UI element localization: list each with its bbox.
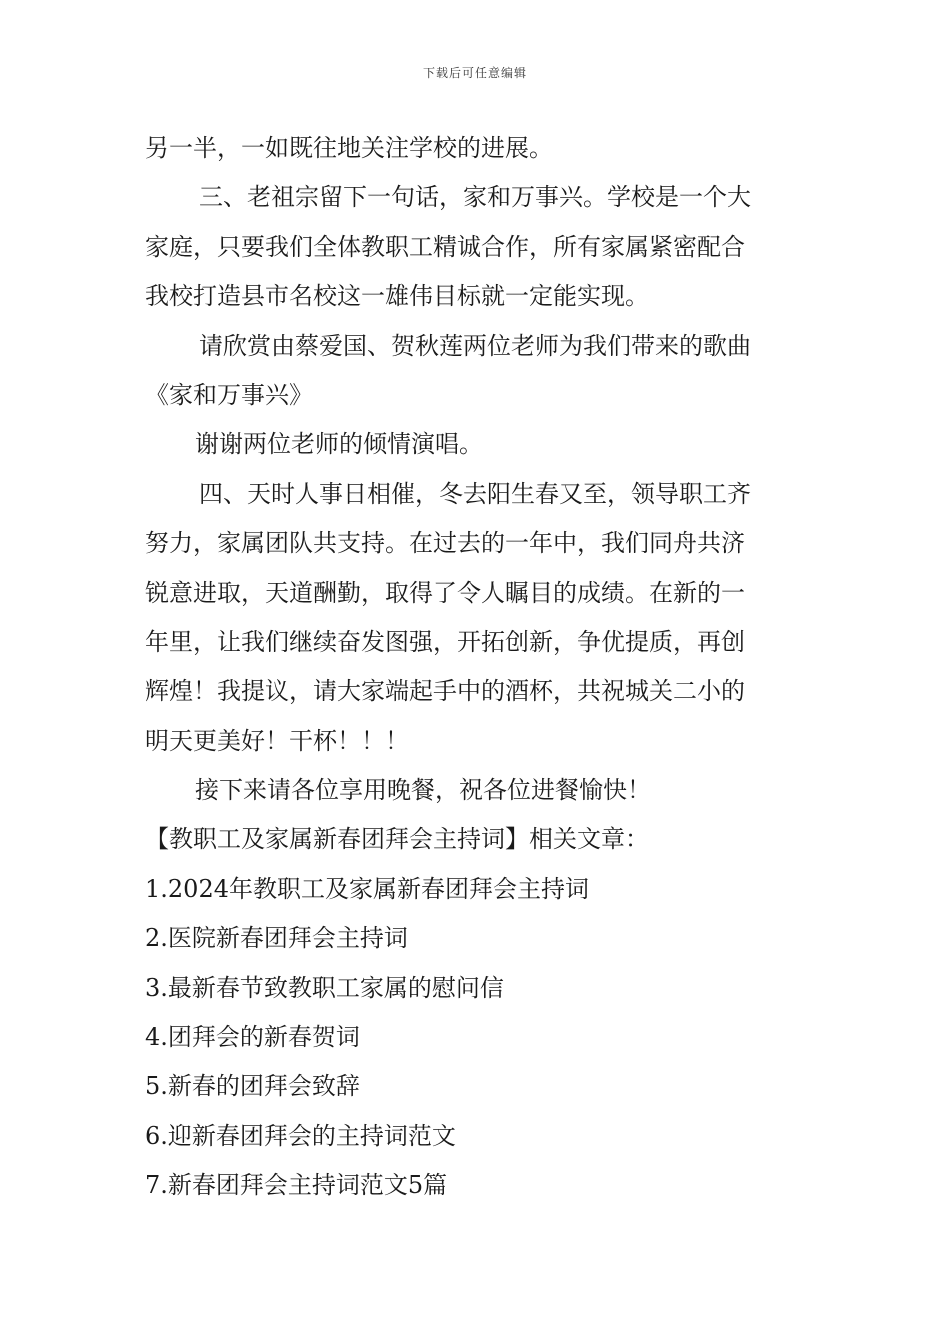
body-line: 接下来请各位享用晚餐，祝各位进餐愉快！ <box>195 776 651 805</box>
body-line: 锐意进取，天道酬勤，取得了令人瞩目的成绩。在新的一 <box>145 578 745 607</box>
page-header-note: 下载后可任意编辑 <box>422 66 527 80</box>
related-link[interactable]: 4.团拜会的新春贺词 <box>145 1023 360 1052</box>
body-line: 我校打造县市名校这一雄伟目标就一定能实现。 <box>145 282 649 311</box>
body-line: 家庭，只要我们全体教职工精诚合作，所有家属紧密配合 <box>145 232 745 261</box>
related-link[interactable]: 6.迎新春团拜会的主持词范文 <box>145 1121 456 1150</box>
body-line: 三、老祖宗留下一句话，家和万事兴。学校是一个大 <box>199 183 751 212</box>
related-link[interactable]: 5.新春的团拜会致辞 <box>145 1072 360 1101</box>
related-link[interactable]: 2.医院新春团拜会主持词 <box>145 924 408 953</box>
related-link[interactable]: 1.2024年教职工及家属新春团拜会主持词 <box>145 874 589 903</box>
body-line: 请欣赏由蔡爱国、贺秋莲两位老师为我们带来的歌曲 <box>199 331 751 360</box>
body-line: 明天更美好！干杯！！！ <box>145 726 409 755</box>
related-heading: 【教职工及家属新春团拜会主持词】相关文章： <box>145 825 649 854</box>
body-line: 谢谢两位老师的倾情演唱。 <box>195 430 483 459</box>
body-line: 辉煌！我提议，请大家端起手中的酒杯，共祝城关二小的 <box>145 677 745 706</box>
body-line: 年里，让我们继续奋发图强，开拓创新，争优提质，再创 <box>145 627 745 656</box>
document-body <box>145 124 810 1211</box>
body-line: 努力，家属团队共支持。在过去的一年中，我们同舟共济 <box>145 529 745 558</box>
related-link[interactable]: 7.新春团拜会主持词范文5篇 <box>145 1171 448 1200</box>
body-line: 四、天时人事日相催，冬去阳生春又至，领导职工齐 <box>199 479 751 508</box>
related-link[interactable]: 3.最新春节致教职工家属的慰问信 <box>145 973 504 1002</box>
body-line: 《家和万事兴》 <box>145 380 313 409</box>
body-line: 另一半，一如既往地关注学校的进展。 <box>145 134 553 162</box>
